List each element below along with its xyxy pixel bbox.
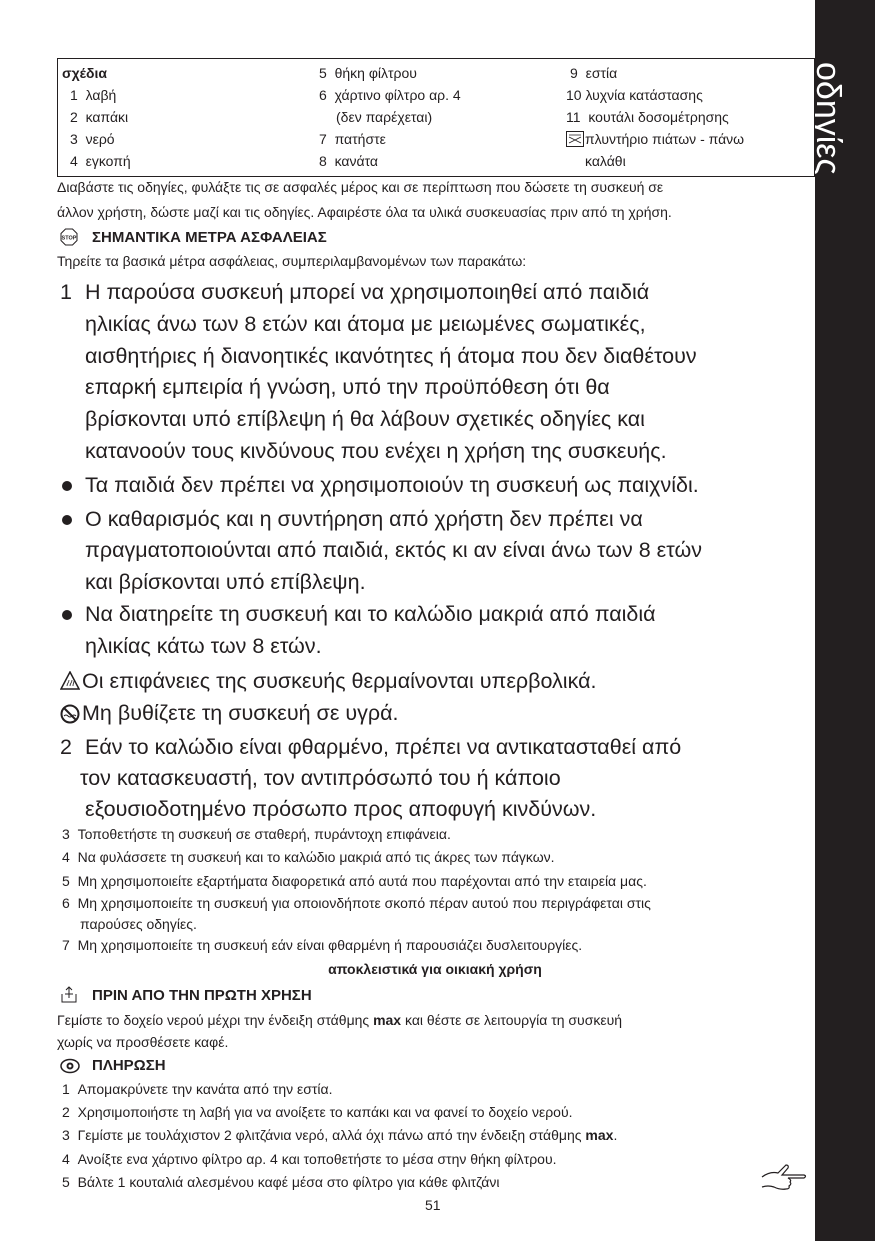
part-label: χάρτινο φίλτρο αρ. 4 — [334, 87, 461, 103]
step-num: 5 — [62, 1174, 70, 1190]
filling-step — [62, 1128, 617, 1142]
bullet-line: Να διατηρείτε τη συσκευή και το καλώδιο μακριά από παιδιά — [85, 602, 656, 626]
item1-line: ηλικίας άνω των 8 ετών και άτομα με μειωμένες σωματικές, — [85, 312, 646, 336]
intro-line: άλλον χρήστη, δώστε μαζί και τις οδηγίες. Αφαιρέστε όλα τα υλικά συσκευασίας πριν από τη χρήση. — [57, 204, 672, 220]
item2-line: τον κατασκευαστή, τον αντιπρόσωπό του ή κάποιο — [80, 766, 561, 790]
step-num: 1 — [62, 1081, 70, 1097]
item-num: 7 — [62, 937, 70, 953]
bullet-line: Ο καθαρισμός και η συντήρηση από χρήστη δεν πρέπει να — [85, 507, 643, 531]
part-label: θήκη φίλτρου — [334, 65, 417, 81]
step-num: 2 — [62, 1104, 70, 1120]
item1-line: βρίσκονται υπό επίβλεψη ή θα λάβουν σχετικές οδηγίες και — [85, 407, 645, 431]
part-num: 4 — [70, 153, 78, 169]
section-title: οδηγίες — [809, 62, 847, 175]
stop-icon — [60, 228, 78, 246]
item-num: 4 — [62, 849, 70, 865]
part-item — [319, 154, 378, 168]
part-num: 7 — [319, 131, 327, 147]
part-label: καπάκι — [85, 109, 129, 125]
part-num: 3 — [70, 131, 78, 147]
part-label: λυχνία κατάστασης — [585, 87, 703, 103]
item-num: 5 — [62, 873, 70, 889]
part-item — [319, 88, 461, 102]
part-item: πλυντήριο πιάτων - πάνω — [585, 131, 745, 147]
part-label: κανάτα — [334, 153, 379, 169]
item-num: 3 — [62, 826, 70, 842]
first-use-line — [57, 1013, 622, 1027]
item-text: Μη χρησιμοποιείτε τη συσκευή για οποιονδήποτε σκοπό πέραν αυτού που περιγράφεται στις — [77, 895, 651, 911]
part-num: 1 — [70, 87, 78, 103]
part-item: καλάθι — [585, 153, 626, 169]
safety-item — [62, 827, 451, 841]
max-label: max — [373, 1012, 402, 1028]
part-num: 9 — [570, 65, 578, 81]
item-text: Να φυλάσσετε τη συσκευή και το καλώδιο μακριά από τις άκρες των πάγκων. — [77, 849, 555, 865]
bullet-line: πραγματοποιούνται από παιδιά, εκτός κι αν είναι άνω των 8 ετών — [85, 538, 702, 562]
item1-line: Η παρούσα συσκευή μπορεί να χρησιμοποιηθεί από παιδιά — [85, 280, 650, 304]
item-text: Μη χρησιμοποιείτε εξαρτήματα διαφορετικά από αυτά που παρέχονται από την εταιρεία μας. — [77, 873, 647, 889]
item-text: Τοποθετήστε τη συσκευή σε σταθερή, πυράντοχη επιφάνεια. — [77, 826, 451, 842]
text: Γεμίστε το δοχείο νερού μέχρι την ένδειξη στάθμης — [57, 1012, 374, 1028]
part-label: νερό — [85, 131, 115, 147]
item1-line: κατανοούν τους κινδύνους που ενέχει η χρήση της συσκευής. — [85, 439, 667, 463]
part-num: 8 — [319, 153, 327, 169]
dishwasher-icon — [566, 131, 584, 147]
household-note: αποκλειστικά για οικιακή χρήση — [328, 961, 542, 977]
bullet-icon — [62, 481, 72, 491]
part-item — [319, 132, 386, 146]
no-immerse-warning: Μη βυθίζετε τη συσκευή σε υγρά. — [82, 701, 399, 725]
part-label: πατήστε — [334, 131, 386, 147]
item2-line: Εάν το καλώδιο είναι φθαρμένο, πρέπει να αντικατασταθεί από — [85, 735, 682, 759]
page-number: 51 — [425, 1197, 441, 1213]
step-num: 3 — [62, 1127, 70, 1143]
part-item — [70, 154, 131, 168]
part-item — [566, 88, 703, 102]
filling-step — [62, 1082, 333, 1096]
step-num: 4 — [62, 1151, 70, 1167]
part-num: 6 — [319, 87, 327, 103]
filling-step — [62, 1175, 499, 1189]
parts-title: σχέδια — [62, 65, 107, 81]
step-text: Χρησιμοποιήστε τη λαβή για να ανοίξετε το καπάκι και να φανεί το δοχείο νερού. — [77, 1104, 573, 1120]
part-num: 2 — [70, 109, 78, 125]
item1-line: επαρκή εμπειρία ή γνώση, υπό την προϋπόθεση ότι θα — [85, 375, 610, 399]
item2-line: εξουσιοδοτημένο πρόσωπο προς αποφυγή κινδύνων. — [85, 797, 597, 821]
max-label: max — [585, 1127, 614, 1143]
part-item — [570, 66, 617, 80]
part-label: κουτάλι δοσομέτρησης — [588, 109, 729, 125]
first-use-heading: ΠΡΙΝ ΑΠΟ ΤΗΝ ΠΡΩΤΗ ΧΡΗΣΗ — [92, 987, 312, 1004]
item1-line: αισθητήριες ή διανοητικές ικανότητες ή άτομα που δεν διαθέτουν — [85, 344, 697, 368]
step-text: Απομακρύνετε την κανάτα από την εστία. — [77, 1081, 333, 1097]
text: και θέστε σε λειτουργία τη συσκευή — [401, 1012, 623, 1028]
part-item — [70, 88, 116, 102]
first-use-line: χωρίς να προσθέσετε καφέ. — [57, 1034, 229, 1050]
bullet-line: και βρίσκονται υπό επίβλεψη. — [85, 570, 366, 594]
filling-step — [62, 1152, 557, 1166]
safety-item — [62, 850, 555, 864]
step-text: Ανοίξτε ενα χάρτινο φίλτρο αρ. 4 και τοποθετήστε το μέσα στην θήκη φίλτρου. — [77, 1151, 557, 1167]
item-number: 2 — [60, 735, 72, 759]
part-num: 10 — [566, 87, 582, 103]
item-number: 1 — [60, 280, 72, 304]
item-num: 6 — [62, 895, 70, 911]
bullet-icon — [62, 610, 72, 620]
first-use-icon — [60, 985, 78, 1003]
bullet-icon — [62, 515, 72, 525]
hot-warning: Οι επιφάνειες της συσκευής θερμαίνονται υπερβολικά. — [82, 669, 597, 693]
safety-item: παρούσες οδηγίες. — [80, 916, 197, 932]
step-text: Βάλτε 1 κουταλιά αλεσμένου καφέ μέσα στο φίλτρο για κάθε φλιτζάνι — [77, 1174, 500, 1190]
hot-surface-icon — [60, 671, 80, 690]
step-text: Γεμίστε με τουλάχιστον 2 φλιτζάνια νερό, αλλά όχι πάνω από την ένδειξη στάθμης — [77, 1127, 586, 1143]
part-item — [566, 110, 729, 124]
svg-text:STOP: STOP — [61, 235, 77, 242]
bullet-line: ηλικίας κάτω των 8 ετών. — [85, 634, 322, 658]
bullet-line: Τα παιδιά δεν πρέπει να χρησιμοποιούν τη συσκευή ως παιχνίδι. — [85, 473, 699, 497]
safety-item — [62, 938, 582, 952]
eye-icon — [60, 1058, 80, 1074]
safety-item — [62, 896, 651, 910]
part-num: 5 — [319, 65, 327, 81]
intro-line: Διαβάστε τις οδηγίες, φυλάξτε τις σε ασφαλές μέρος και σε περίπτωση που δώσετε τη συσκευή σε — [57, 179, 664, 195]
pointing-hand-icon — [760, 1163, 810, 1199]
part-label: εστία — [585, 65, 618, 81]
part-item — [319, 66, 417, 80]
part-item: (δεν παρέχεται) — [336, 109, 433, 125]
filling-step — [62, 1105, 573, 1119]
filling-heading: ΠΛΗΡΩΣΗ — [92, 1057, 166, 1074]
step-text: . — [613, 1127, 618, 1143]
no-immerse-icon — [60, 704, 80, 724]
safety-lead: Τηρείτε τα βασικά μέτρα ασφάλειας, συμπεριλαμβανομένων των παρακάτω: — [57, 253, 527, 269]
part-item — [70, 132, 115, 146]
part-num: 11 — [566, 109, 581, 125]
safety-heading: ΣΗΜΑΝΤΙΚΑ ΜΕΤΡΑ ΑΣΦΑΛΕΙΑΣ — [92, 229, 327, 246]
sidebar-tab — [815, 0, 875, 1241]
part-label: λαβή — [85, 87, 117, 103]
part-item — [70, 110, 128, 124]
item-text: Μη χρησιμοποιείτε τη συσκευή εάν είναι φθαρμένη ή παρουσιάζει δυσλειτουργίες. — [77, 937, 583, 953]
part-label: εγκοπή — [85, 153, 131, 169]
safety-item — [62, 874, 647, 888]
